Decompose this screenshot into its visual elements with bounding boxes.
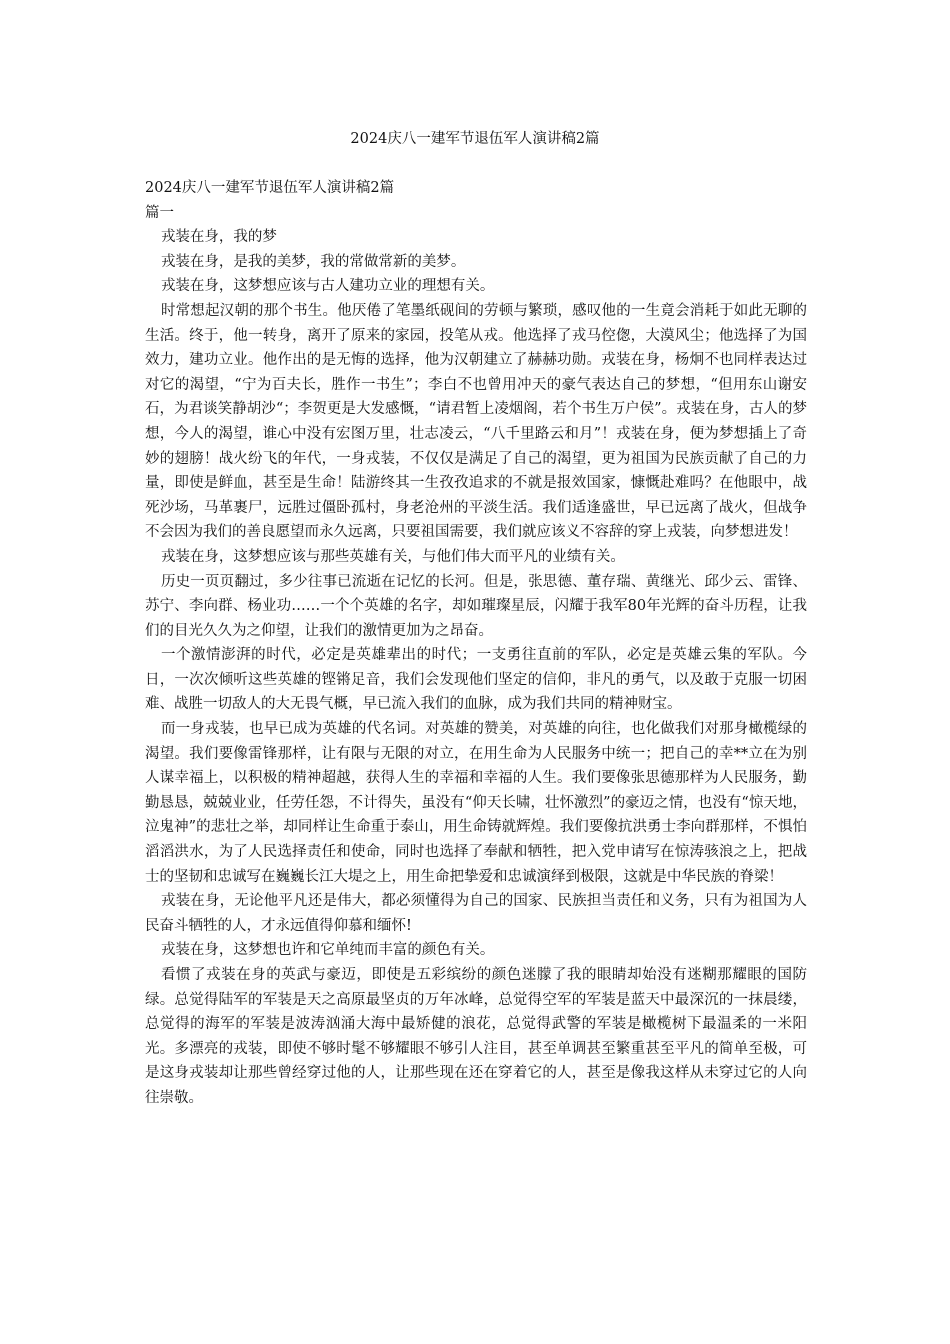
document-subtitle: 2024庆八一建军节退伍军人演讲稿2篇 — [145, 180, 395, 196]
paragraph: 一个激情澎湃的时代，必定是英雄辈出的时代；一支勇往直前的军队，必定是英雄云集的军队。今日，一次次倾听这些英雄的铿锵足音，我们会发现他们坚定的信仰，非凡的勇气，以及敢于克服一切困难、战胜一切敌人的大无畏气概，早已流入我们的血脉，成为我们共同的精神财宝。 — [145, 647, 807, 713]
paragraph: 看惯了戎装在身的英武与豪迈，即使是五彩缤纷的颜色迷朦了我的眼睛却始没有迷糊那耀眼的国防绿。总觉得陆军的军装是天之高原最坚贞的万年冰峰，总觉得空军的军装是蓝天中最深沉的一抹晨缕，总觉得的海军的军装是波涛汹涌大海中最矫健的浪花，总觉得武警的军装是橄榄树下最温柔的一米阳光。多漂亮的戎装，即使不够时髦不够耀眼不够引人注目，甚至单调甚至繁重甚至平凡的简单至极，可是这身戎装却让那些曾经穿过他的人，让那些现在还在穿着它的人，甚至是像我这样从未穿过它的人向往崇敬。 — [145, 967, 807, 1106]
paragraph: 戎装在身，无论他平凡还是伟大，都必须懂得为自己的国家、民族担当责任和义务，只有为祖国为人民奋斗牺牲的人，才永远值得仰慕和缅怀! — [145, 893, 807, 934]
document-body — [145, 176, 807, 1111]
paragraph: 而一身戎装，也早已成为英雄的代名词。对英雄的赞美，对英雄的向往，也化做我们对那身橄榄绿的渴望。我们要像雷锋那样，让有限与无限的对立，在用生命为人民服务中统一；把自己的幸**立在为别人谋幸福上，以积极的精神超越，获得人生的幸福和幸福的人生。我们要像张思德那样为人民服务，勤勤恳恳，兢兢业业，任劳任怨，不计得失，虽没有“仰天长啸，壮怀激烈”的豪迈之情，也没有“惊天地，泣鬼神”的悲壮之举，却同样让生命重于泰山，用生命铸就辉煌。我们要像抗洪勇士李向群那样，不惧怕滔滔洪水，为了人民选择责任和使命，同时也选择了奉献和牺牲，把入党申请写在惊涛骇浪之上，把战士的坚韧和忠诚写在巍巍长江大堤之上，用生命把挚爱和忠诚演绎到极限，这就是中华民族的脊梁！ — [145, 721, 807, 885]
paragraph: 戎装在身，是我的美梦，我的常做常新的美梦。 — [160, 253, 466, 270]
paragraph: 戎装在身，这梦想应该与古人建功立业的理想有关。 — [160, 278, 495, 295]
paragraph: 戎装在身，这梦想也许和它单纯而丰富的颜色有关。 — [160, 942, 495, 959]
paragraph: 历史一页页翻过，多少往事已流逝在记忆的长河。但是，张思德、董存瑞、黄继光、邱少云、雷锋、苏宁、李向群、杨业功……一个个英雄的名字，却如璀璨星辰，闪耀于我军80年光辉的奋斗历程，让我们的目光久久为之仰望，让我们的激情更加为之昂奋。 — [145, 573, 807, 639]
document-title: 2024庆八一建军节退伍军人演讲稿2篇 — [350, 131, 600, 147]
paragraph: 戎装在身，这梦想应该与那些英雄有关，与他们伟大而平凡的业绩有关。 — [160, 548, 625, 565]
paragraph: 时常想起汉朝的那个书生。他厌倦了笔墨纸砚间的劳顿与繁琐，感叹他的一生竟会消耗于如此无聊的生活。终于，他一转身，离开了原来的家园，投笔从戎。他选择了戎马倥偬，大漠风尘；他选择了为国效力，建功立业。他作出的是无悔的选择，他为汉朝建立了赫赫功勋。戎装在身，杨炯不也同样表达过对它的渴望，“宁为百夫长，胜作一书生”；李白不也曾用冲天的豪气表达自己的梦想，“但用东山谢安石，为君谈笑静胡沙“；李贺更是大发感慨，“请君暂上凌烟阁，若个书生万户侯”。戎装在身，古人的梦想，今人的渴望，谁心中没有宏图万里，壮志凌云，“八千里路云和月”！戎装在身，便为梦想插上了奇妙的翅膀！战火纷飞的年代，一身戎装，不仅仅是满足了自己的渴望，更为祖国为民族贡献了自己的力量，即使是鲜血，甚至是生命！陆游终其一生孜孜追求的不就是报效国家，慷慨赴难吗？在他眼中，战死沙场，马革裹尸，远胜过僵卧孤村，身老沧州的平淡生活。我们适逢盛世，早已远离了战火，但战争不会因为我们的善良愿望而永久远离，只要祖国需要，我们就应该义不容辞的穿上戎装，向梦想进发！ — [145, 302, 807, 541]
paragraph: 戎装在身，我的梦 — [160, 229, 277, 246]
section-heading: 篇一 — [145, 204, 174, 221]
